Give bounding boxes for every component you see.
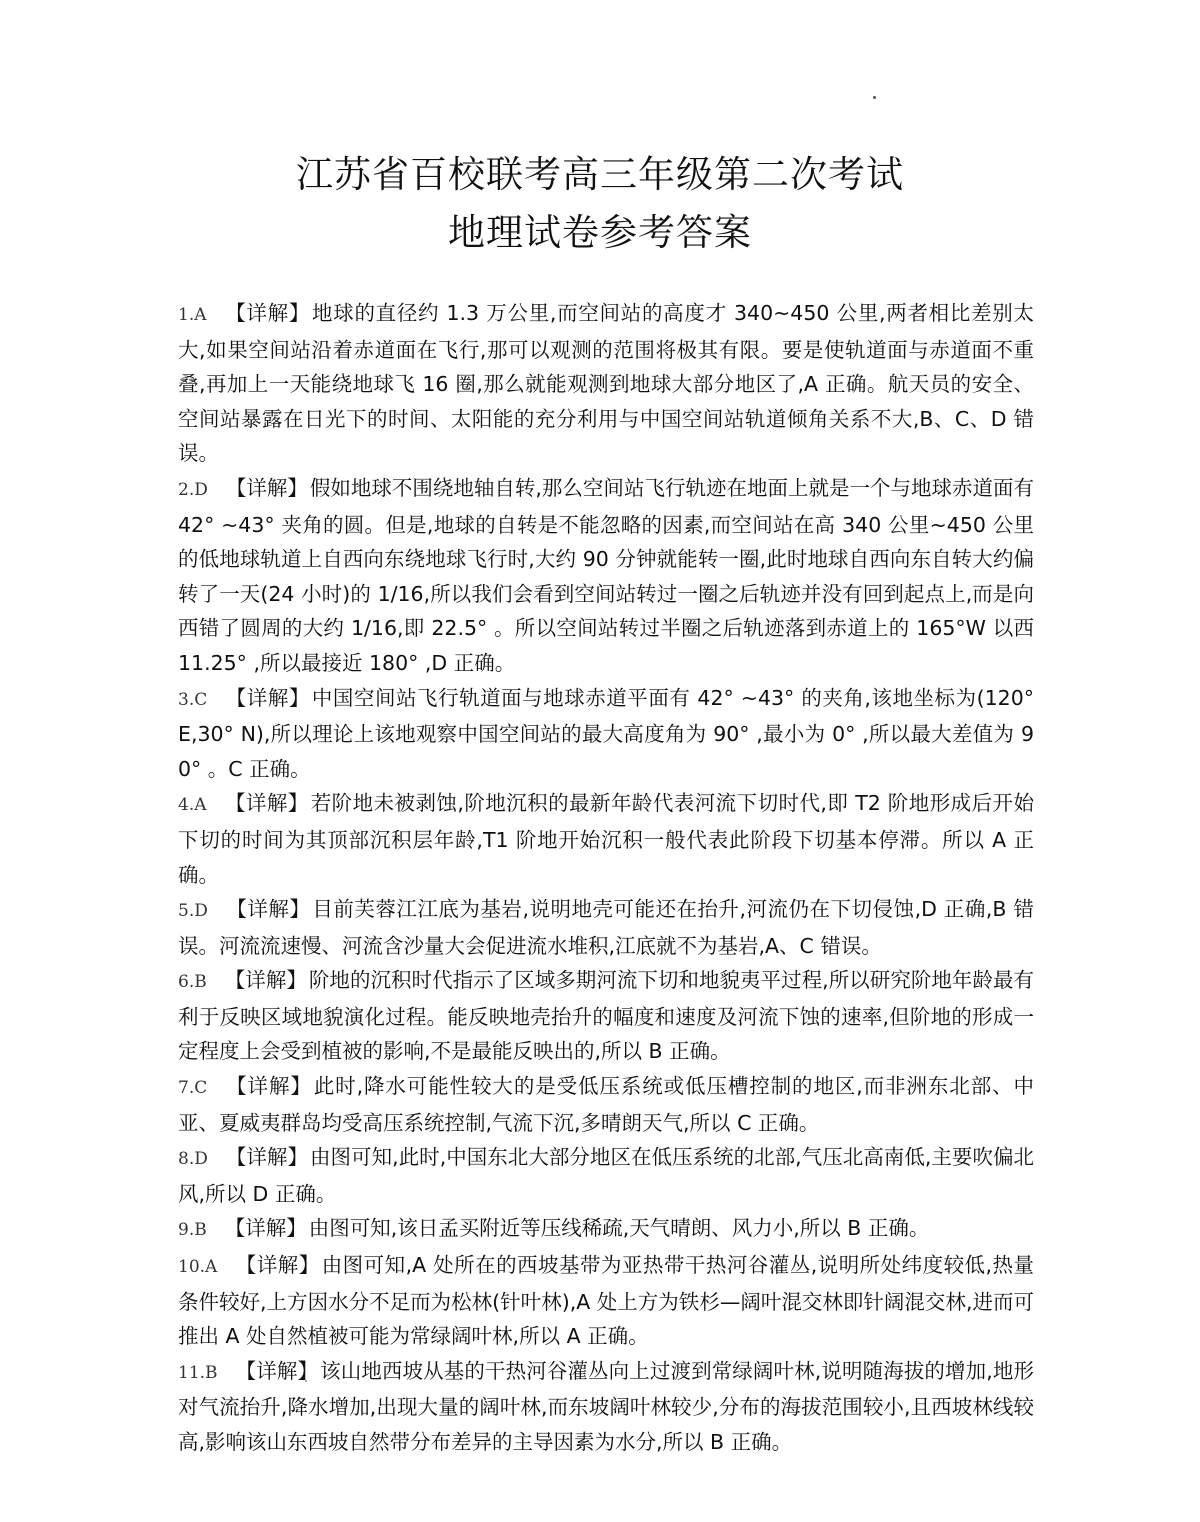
answer-item <box>178 1354 1034 1460</box>
answer-item <box>178 471 1034 681</box>
answer-item <box>178 963 1034 1069</box>
explanation-tag: 【详解】 <box>225 1145 308 1170</box>
document-title: 江苏省百校联考高三年级第二次考试 <box>296 153 904 196</box>
explanation-tag: 【详解】 <box>235 1358 319 1383</box>
explanation-text: 由图可知,A 处所在的西坡基带为亚热带干热河谷灌丛,说明所处纬度较低,热量条件较好,上方因水分不足而为松林(针叶林),A 处上方为铁杉—阔叶混交林即针阔混交林,进而可推出 A 处自然植被可能为常绿阔叶林,所以 A 正确。 <box>178 1253 1035 1349</box>
explanation-tag: 【详解】 <box>224 791 309 816</box>
question-number: 10.A <box>178 1257 218 1278</box>
question-number: 4.A <box>178 795 207 816</box>
answer-item <box>178 1248 1034 1354</box>
explanation-tag: 【详解】 <box>235 1253 320 1278</box>
question-number: 2.D <box>178 479 208 500</box>
question-number: 11.B <box>178 1362 218 1383</box>
explanation-tag: 【详解】 <box>225 685 310 710</box>
answer-list <box>178 296 1034 1460</box>
question-number: 1.A <box>178 305 207 325</box>
explanation-text: 由图可知,该日孟买附近等压线稀疏,天气晴朗、风力小,所以 B 正确。 <box>308 1216 930 1241</box>
explanation-tag: 【详解】 <box>224 968 307 993</box>
document-subtitle: 地理试卷参考答案 <box>448 211 752 254</box>
explanation-tag: 【详解】 <box>225 475 308 500</box>
explanation-tag: 【详解】 <box>225 1074 312 1099</box>
answer-item <box>178 1140 1034 1211</box>
explanation-text: 目前芙蓉江江底为基岩,说明地壳可能还在抬升,河流仍在下切侵蚀,D 正确,B 错误。河流流速慢、河流含沙量大会促进流水堆积,江底就不为基岩,A、C 错误。 <box>178 897 1034 958</box>
answer-item <box>178 1069 1034 1140</box>
explanation-text: 此时,降水可能性较大的是受低压系统或低压槽控制的地区,而非洲东北部、中亚、夏威夷群岛均受高压系统控制,气流下沉,多晴朗天气,所以 C 正确。 <box>178 1074 1035 1135</box>
explanation-text: 若阶地未被剥蚀,阶地沉积的最新年龄代表河流下切时代,即 T2 阶地形成后开始下切的时间为其顶部沉积层年龄,T1 阶地开始沉积一般代表此阶段下切基本停滞。所以 A 正确。 <box>178 791 1034 887</box>
question-number: 7.C <box>178 1078 208 1099</box>
explanation-text: 该山地西坡从基的干热河谷灌丛向上过渡到常绿阔叶林,说明随海拔的增加,地形对气流抬升,降水增加,出现大量的阔叶林,而东坡阔叶林较少,分布的海拔范围较小,且西坡林线较高,影响该山东西坡自然带分布差异的主导因素为水分,所以 B 正确。 <box>178 1358 1035 1454</box>
answer-item <box>178 681 1034 787</box>
question-number: 5.D <box>178 901 208 922</box>
explanation-text: 假如地球不围绕地轴自转,那么空间站飞行轨迹在地面上就是一个与地球赤道面有 42° ~43° 夹角的圆。但是,地球的自转是不能忽略的因素,而空间站在高 340 公里~450 公里的低地球轨道上自西向东绕地球飞行时,大约 90 分钟就能转一圈,此时地球自西向东自转大约偏转了一天(24 小时)的 1/16,所以我们会看到空间站转过一圈之后轨迹并没有回到起点上,而是向西错了圆周的大约 1/16,即 22.5° 。所以空间站转过半圈之后轨迹落到赤道上的 165°W 以西 11.25° ,所以最接近 180° ,D 正确。 <box>178 475 1034 675</box>
explanation-tag: 【详解】 <box>224 1216 307 1241</box>
question-number: 8.D <box>178 1149 208 1170</box>
explanation-tag: 【详解】 <box>224 301 311 325</box>
question-number: 3.C <box>178 689 208 710</box>
question-number: 9.B <box>178 1220 207 1241</box>
scan-speck <box>873 96 876 99</box>
explanation-tag: 【详解】 <box>225 897 311 922</box>
answer-item <box>178 786 1034 892</box>
explanation-text: 阶地的沉积时代指示了区域多期河流下切和地貌夷平过程,所以研究阶地年龄最有利于反映区域地貌演化过程。能反映地壳抬升的幅度和速度及河流下蚀的速率,但阶地的形成一定程度上会受到植被的影响,不是最能反映出的,所以 B 正确。 <box>178 968 1035 1064</box>
explanation-text: 由图可知,此时,中国东北大部分地区在低压系统的北部,气压北高南低,主要吹偏北风,所以 D 正确。 <box>178 1145 1034 1206</box>
explanation-text: 中国空间站飞行轨道面与地球赤道平面有 42° ~43° 的夹角,该地坐标为(120°E,30° N),所以理论上该地观察中国空间站的最大高度角为 90° ,最小为 0° ,所以最大差值为 90° 。C 正确。 <box>178 685 1034 781</box>
explanation-text: 地球的直径约 1.3 万公里,而空间站的高度才 340~450 公里,两者相比差别太大,如果空间站沿着赤道面在飞行,那可以观测的范围将极其有限。要是使轨道面与赤道面不重叠,再加上一天能绕地球飞 16 圈,那么就能观测到地球大部分地区了,A 正确。航天员的安全、空间站暴露在日光下的时间、太阳能的充分利用与中国空间站轨道倾角关系不大,B、C、D 错误。 <box>178 301 1034 466</box>
answer-item <box>178 892 1034 963</box>
answer-item <box>178 296 1034 471</box>
answer-item <box>178 1211 1034 1248</box>
question-number: 6.B <box>178 972 207 993</box>
